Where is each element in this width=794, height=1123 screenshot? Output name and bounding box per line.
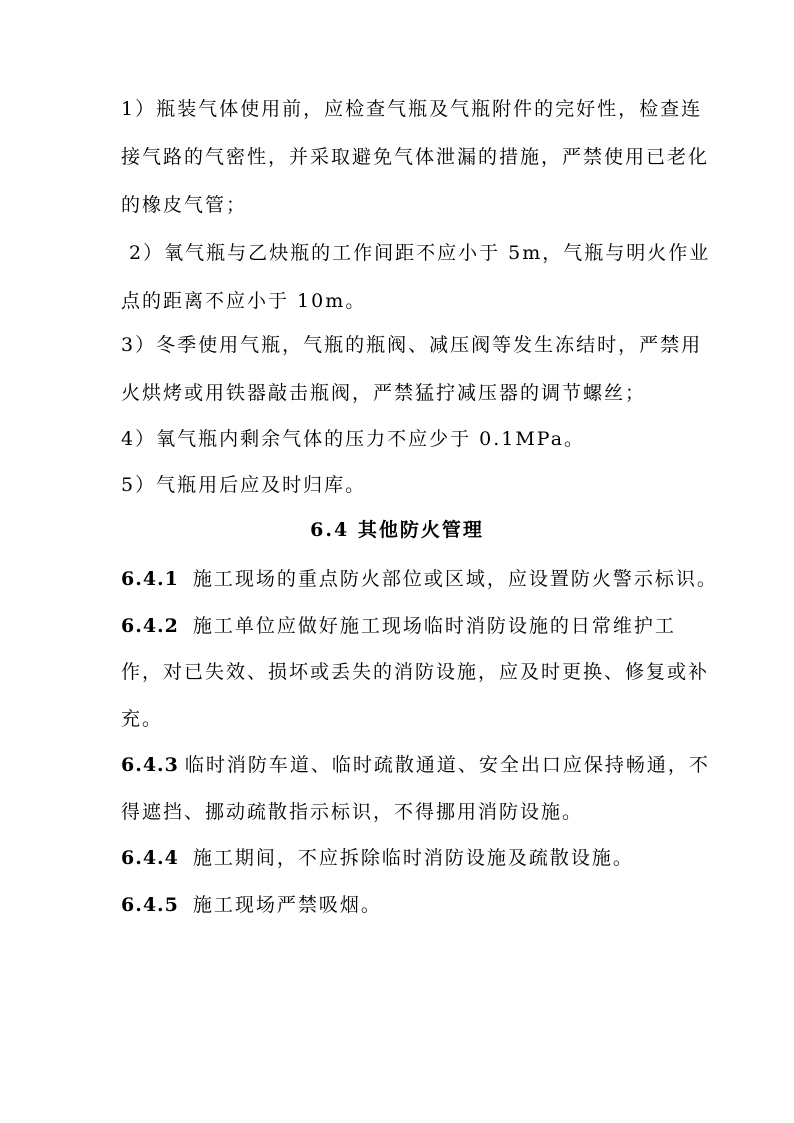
section-heading: 6.4 其他防火管理 [310,519,484,541]
item-5-line-1: 5）气瓶用后应及时归库。 [121,474,367,496]
clause-6-4-3-line-1 [121,753,794,777]
clause-number: 6.4.3 [121,754,179,776]
clause-number: 6.4.4 [121,847,179,869]
clause-6-4-2-line-2: 作，对已失效、损坏或丢失的消防设施，应及时更换、修复或补 [121,661,710,683]
item-3-line-2: 火烘烤或用铁器敲击瓶阀，严禁猛拧减压器的调节螺丝； [121,382,647,404]
item-1-line-3: 的橡皮气管； [121,194,248,216]
item-2-line-2: 点的距离不应小于 10m。 [121,290,367,312]
clause-6-4-1 [121,567,794,591]
clause-number: 6.4.2 [121,615,179,637]
clause-text: 临时消防车道、临时疏散通道、安全出口应保持畅通，不 [184,754,710,776]
clause-number: 6.4.1 [121,568,179,590]
item-4-line-1: 4）氧气瓶内剩余气体的压力不应少于 0.1MPa。 [121,428,586,450]
item-2-line-1: 2）氧气瓶与乙炔瓶的工作间距不应小于 5m，气瓶与明火作业 [121,242,711,264]
item-1-line-2: 接气路的气密性，并采取避免气体泄漏的措施，严禁使用已老化 [121,146,710,168]
clause-number: 6.4.5 [121,894,179,916]
clause-text: 施工单位应做好施工现场临时消防设施的日常维护工 [192,615,676,637]
clause-text: 施工现场的重点防火部位或区域，应设置防火警示标识。 [192,568,718,590]
item-3-line-1: 3）冬季使用气瓶，气瓶的瓶阀、减压阀等发生冻结时，严禁用 [121,334,703,356]
item-1-line-1: 1）瓶装气体使用前，应检查气瓶及气瓶附件的完好性，检查连 [121,98,703,120]
clause-6-4-2-line-3: 充。 [121,708,164,730]
clause-6-4-5 [121,893,794,917]
clause-text: 施工期间，不应拆除临时消防设施及疏散设施。 [192,847,634,869]
clause-6-4-3-line-2: 得遮挡、挪动疏散指示标识，不得挪用消防设施。 [121,801,584,823]
clause-6-4-2-line-1 [121,614,794,638]
clause-text: 施工现场严禁吸烟。 [192,894,382,916]
clause-6-4-4 [121,846,794,870]
